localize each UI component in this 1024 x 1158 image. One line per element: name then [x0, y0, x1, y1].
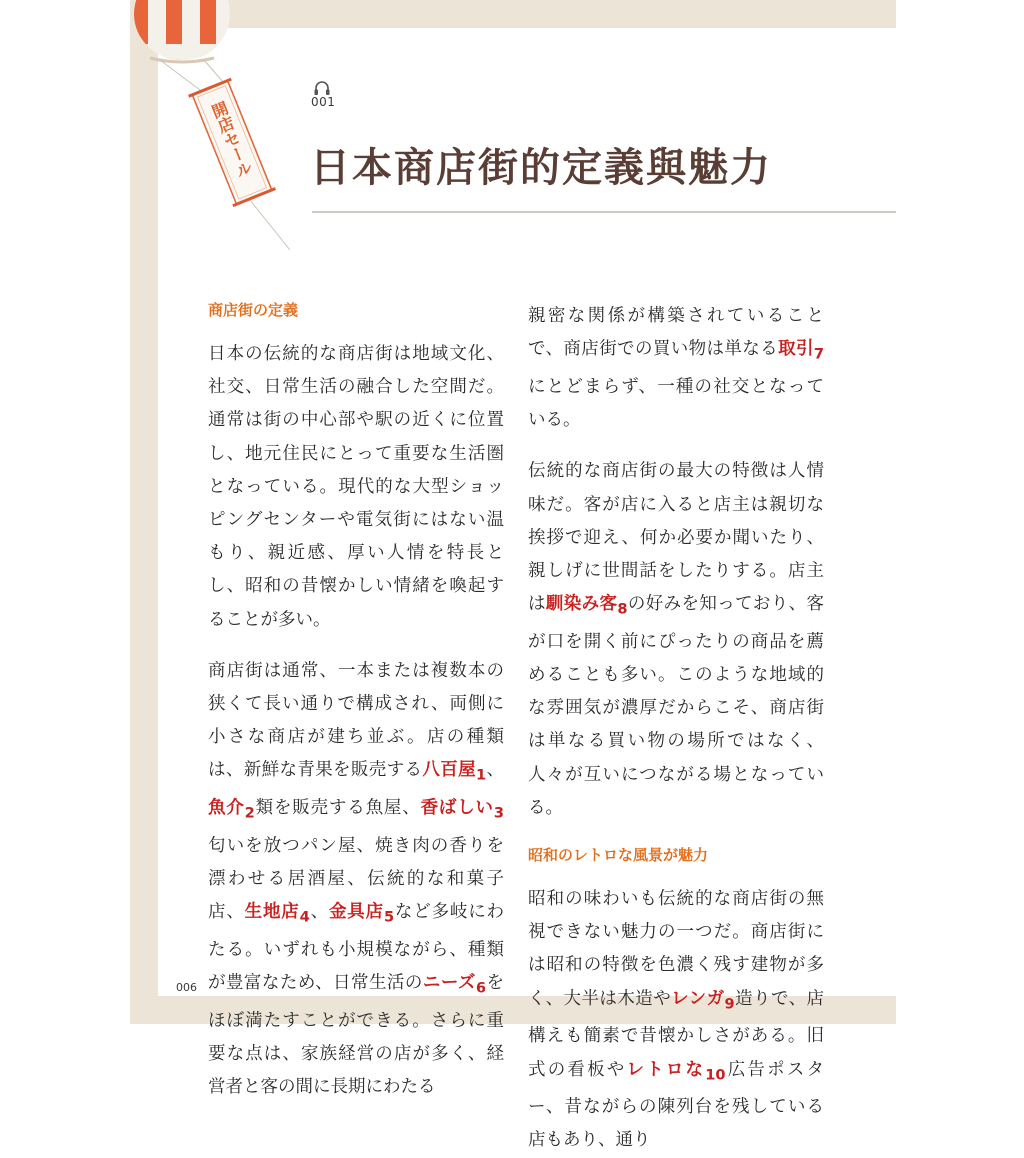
paragraph-showa-charm	[528, 883, 824, 1158]
vocab-word: 生地店	[244, 902, 300, 923]
paragraph-definition-intro: 日本の伝統的な商店街は地域文化、社交、日常生活の融合した空間だ。通常は街の中心部や駅の近くに位置し、地元住民にとって重要な生活圏となっている。現代的な大型ショッピングセンターや電気街にはない温もり、親近感、厚い人情を特長とし、昭和の昔懐かしい情緒を喚起することが多い。	[208, 344, 504, 630]
text-run: 商店街は通常、一本または複数本の狭くて長い通りで構成され、両側に小さな商店が建ち並ぶ。店の種類は、新鮮な青果を販売する	[208, 660, 504, 781]
vocab-number: 1	[476, 766, 487, 784]
vocab-term-7[interactable]	[778, 339, 825, 363]
banner-label: 開店セール	[207, 98, 255, 181]
vocab-term-10[interactable]	[626, 1059, 726, 1084]
vocab-word: レンガ	[671, 988, 725, 1009]
vocab-term-5[interactable]	[328, 902, 395, 926]
vocab-term-3[interactable]	[420, 798, 505, 822]
vocab-term-8[interactable]	[545, 594, 628, 618]
vocab-number: 8	[617, 600, 628, 618]
text-run: など多岐にわたる。いずれも小規模ながら、種類が豊富なため、日常生活の	[208, 902, 505, 994]
chapter-number: 001	[311, 95, 336, 109]
section-heading-definition: 商店街の定義	[208, 301, 299, 319]
text-run: 昭和の味わいも伝統的な商店街の無視できない魅力の一つだ。商店街には昭和の特徴を色濃く残す建物が多く、大半は木造や	[528, 889, 824, 1009]
paragraph-social-relations	[528, 300, 824, 437]
vocab-word: 金具店	[328, 902, 384, 923]
vocab-number: 2	[244, 804, 255, 822]
vocab-term-1[interactable]	[422, 760, 487, 784]
vocab-number: 5	[383, 908, 395, 926]
section-heading-showa-retro: 昭和のレトロな風景が魅力	[528, 846, 709, 865]
right-column	[528, 300, 824, 1158]
sale-banner	[189, 79, 276, 206]
vocab-word: 香ばしい	[420, 798, 494, 819]
vocab-word: 馴染み客	[545, 594, 618, 615]
vocab-word: レトロな	[626, 1059, 706, 1080]
vocab-word: ニーズ	[422, 973, 476, 994]
text-run: 造りで、店構えも簡素で昔懐かしさがある。旧式の看板や	[528, 988, 824, 1080]
text-run: 、	[486, 760, 505, 781]
text-run: 類を販売する魚屋、	[254, 798, 421, 819]
audio-headphone-icon[interactable]	[313, 80, 331, 96]
vocab-number: 4	[299, 908, 310, 926]
vocab-term-9[interactable]	[671, 988, 735, 1013]
vocab-number: 9	[724, 995, 735, 1013]
text-run: 広告ポスター、昔ながらの陳列台を残している店もあり、通り	[528, 1059, 825, 1151]
text-run: 、	[309, 902, 329, 923]
vocab-word: 八百屋	[422, 760, 476, 781]
vocab-number: 6	[475, 979, 487, 997]
vocab-term-2[interactable]	[208, 798, 255, 822]
text-run: 親密な関係が構築されていることで、商店街での買い物は単なる	[528, 306, 824, 360]
vocab-word: 魚介	[208, 798, 245, 819]
chapter-title: 日本商店街的定義與魅力	[310, 145, 772, 191]
vocab-term-4[interactable]	[244, 902, 310, 926]
text-run: をほぼ満たすことができる。さらに重要な点は、家族経営の店が多く、経営者と客の間に長期にわたる	[208, 973, 504, 1098]
text-run: 伝統的な商店街の最大の特徴は人情味だ。客が店に入ると店主は親切な挨拶で迎え、何か必要か聞いたり、親しげに世間話をしたりする。店主は	[528, 461, 824, 615]
text-run: の好みを知っており、客が口を開く前にぴったりの商品を薦めることも多い。このような地域的な雰囲気が濃厚だからこそ、商店街は単なる買い物の場所ではなく、人々が互いにつながる場となっている。	[528, 594, 825, 818]
paragraph-human-warmth	[528, 455, 824, 825]
paragraph-shop-types	[208, 655, 504, 1105]
page-margin-right	[896, 0, 1024, 1024]
balloon-banner-decoration	[130, 0, 310, 250]
vocab-word: 取引	[778, 339, 814, 360]
balloon-icon	[130, 0, 240, 70]
vocab-number: 3	[493, 804, 505, 822]
left-column	[208, 300, 504, 1104]
vocab-number: 7	[813, 345, 825, 363]
text-run: にとどまらず、一種の社交となっている。	[528, 376, 824, 431]
title-divider	[312, 211, 896, 213]
vocab-number: 10	[705, 1066, 726, 1084]
text-run: 匂いを放つパン屋、焼き肉の香りを漂わせる居酒屋、伝統的な和菓子店、	[208, 835, 504, 923]
vocab-term-6[interactable]	[422, 973, 487, 997]
page-number: 006	[176, 981, 197, 994]
